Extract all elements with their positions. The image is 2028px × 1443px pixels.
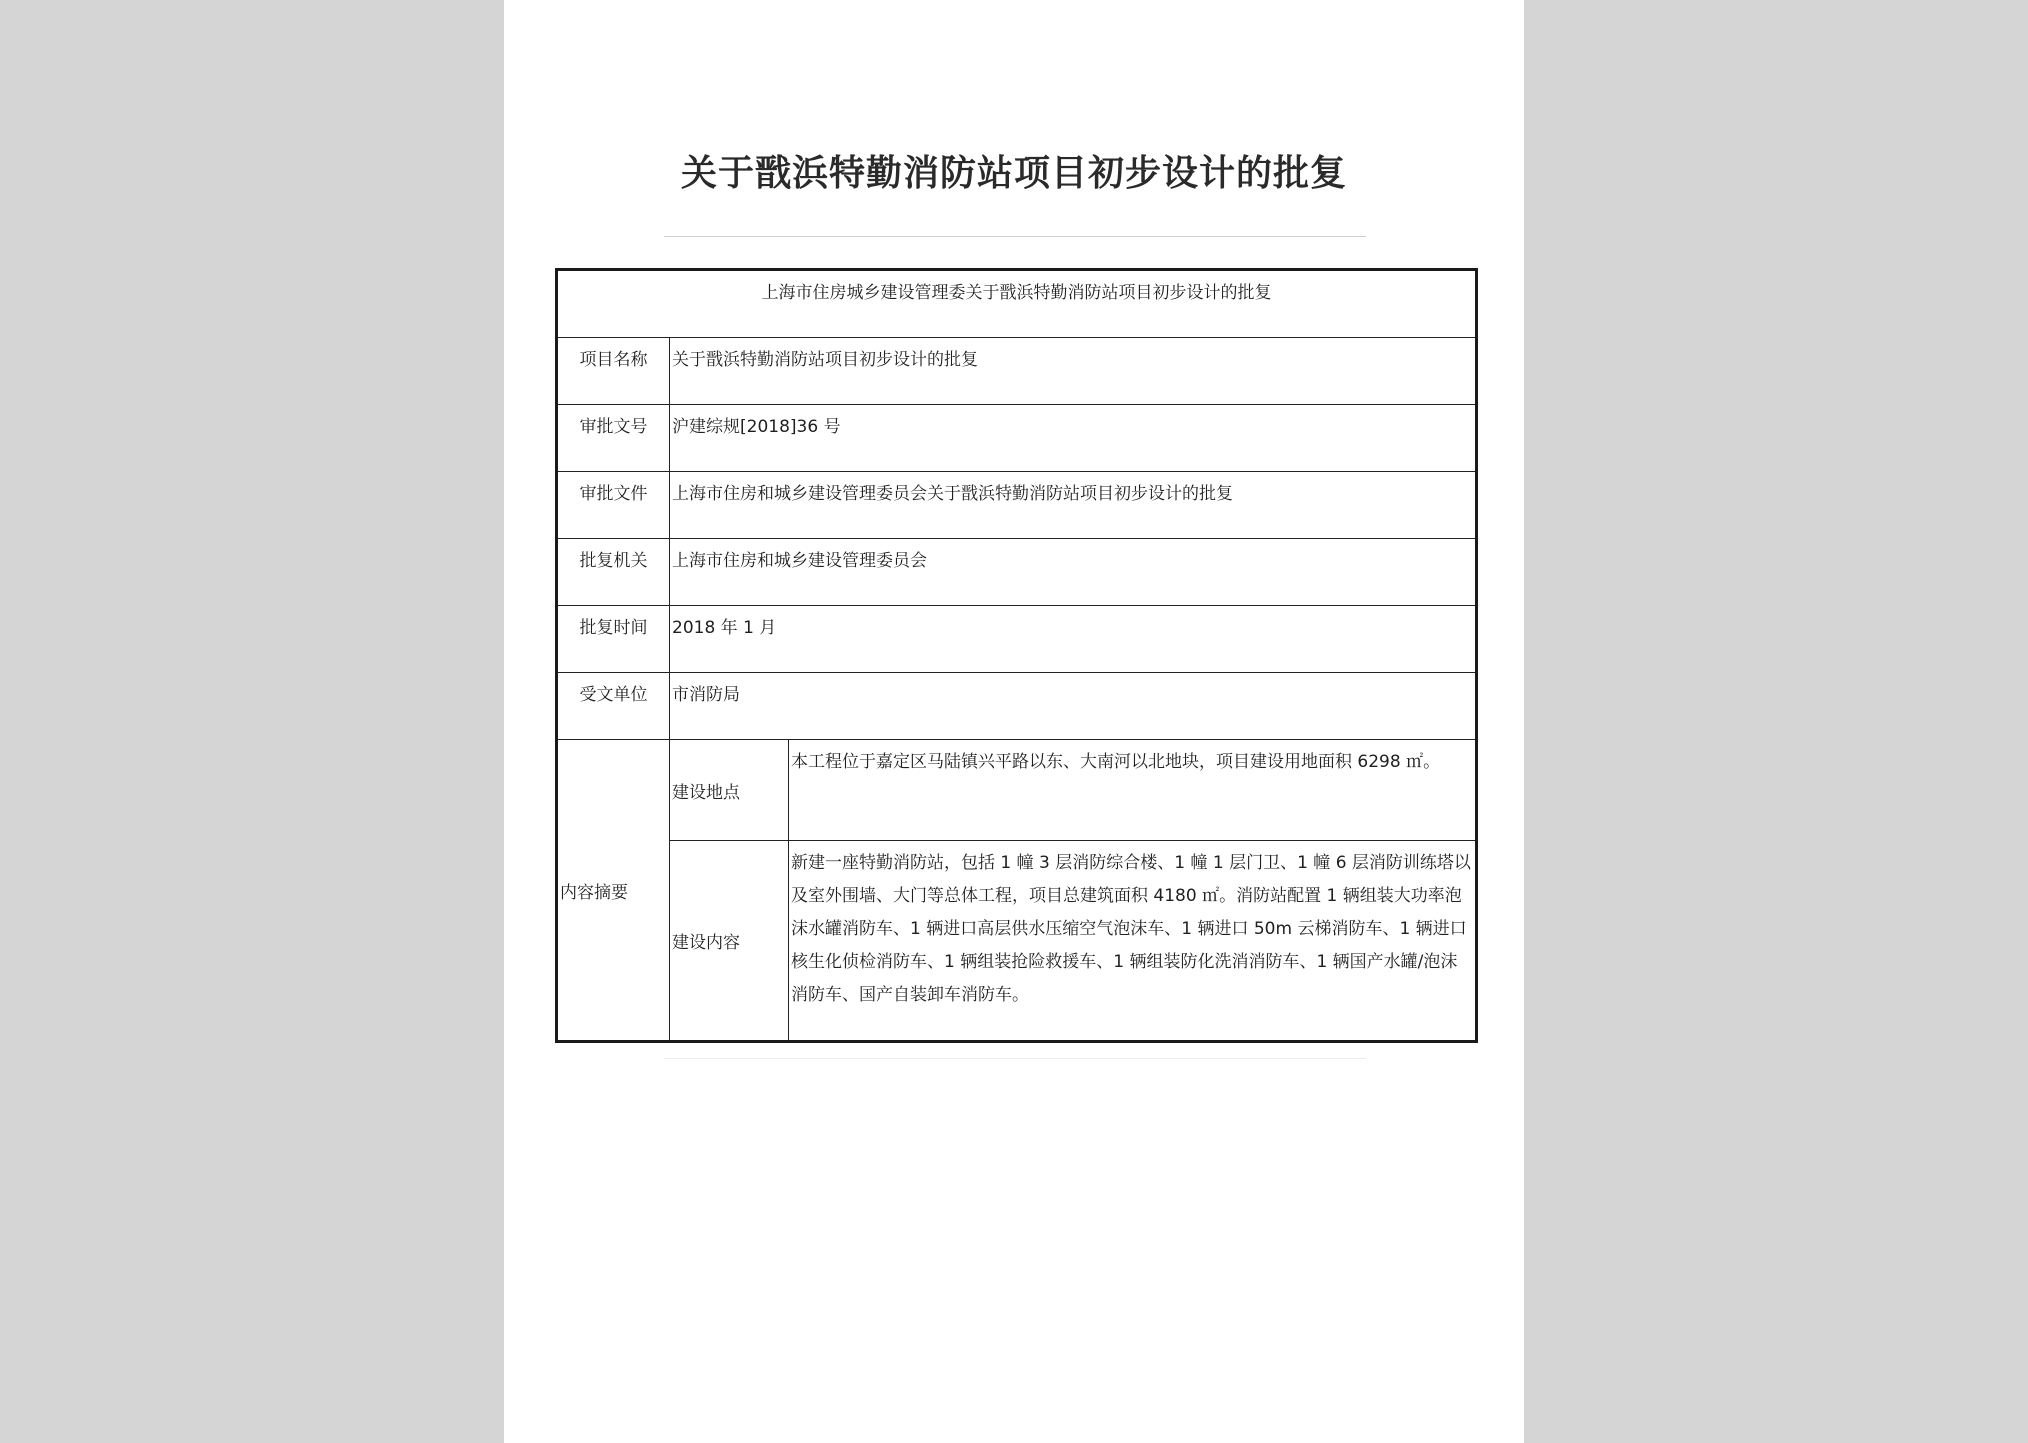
table-header: 上海市住房城乡建设管理委关于戬浜特勤消防站项目初步设计的批复 [557,270,1477,338]
row-label-approval-number: 审批文号 [557,405,670,472]
table-row [557,539,1477,606]
location-text: 本工程位于嘉定区马陆镇兴平路以东、大南河以北地块，项目建设用地面积 6298 ㎡。 [789,740,1477,841]
row-label-recipient: 受文单位 [557,673,670,740]
row-value-approval-date: 2018 年 1 月 [670,606,1477,673]
table-row [557,740,1477,841]
content-text: 新建一座特勤消防站，包括 1 幢 3 层消防综合楼、1 幢 1 层门卫、1 幢 6 层消防训练塔以及室外围墙、大门等总体工程，项目总建筑面积 4180 ㎡。消防站配置 1 辆组装大功率泡沫水罐消防车、1 辆进口高层供水压缩空气泡沫车、1 辆进口 50m 云梯消防车、1 辆进口核生化侦检消防车、1 辆组装抢险救援车、1 辆组装防化洗消消防车、1 辆国产水罐/泡沫消防车、国产自装卸车消防车。 [789,841,1477,1042]
content-label: 建设内容 [670,841,789,1042]
row-label-approving-authority: 批复机关 [557,539,670,606]
title-divider [664,236,1366,237]
table-row [557,338,1477,405]
bottom-divider [664,1058,1366,1059]
row-value-approval-document: 上海市住房和城乡建设管理委员会关于戬浜特勤消防站项目初步设计的批复 [670,472,1477,539]
row-value-approval-number: 沪建综规[2018]36 号 [670,405,1477,472]
document-title: 关于戬浜特勤消防站项目初步设计的批复 [680,152,1347,194]
location-label: 建设地点 [670,740,789,841]
row-label-project-name: 项目名称 [557,338,670,405]
table-row [557,472,1477,539]
summary-label: 内容摘要 [557,740,670,1042]
approval-info-table [555,268,1478,1043]
table-row [557,673,1477,740]
table-row [557,405,1477,472]
row-label-approval-date: 批复时间 [557,606,670,673]
table-row [557,841,1477,1042]
document-page [504,0,1524,1443]
row-value-project-name: 关于戬浜特勤消防站项目初步设计的批复 [670,338,1477,405]
row-value-recipient: 市消防局 [670,673,1477,740]
table-row [557,606,1477,673]
row-value-approving-authority: 上海市住房和城乡建设管理委员会 [670,539,1477,606]
row-label-approval-document: 审批文件 [557,472,670,539]
